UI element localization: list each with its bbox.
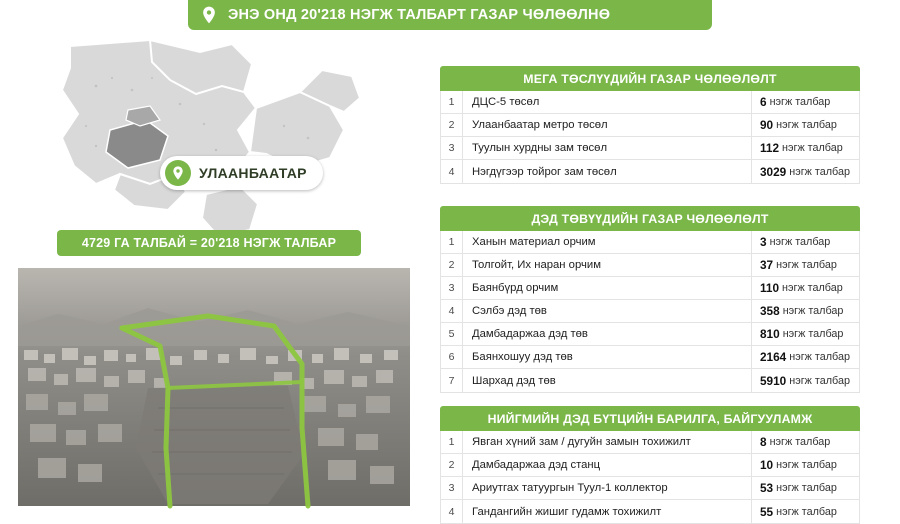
table-header <box>440 66 860 91</box>
row-value <box>751 477 859 499</box>
area-summary-text: 4729 ГА ТАЛБАЙ = 20'218 НЭГЖ ТАЛБАР <box>81 236 337 250</box>
table-body <box>440 91 860 184</box>
row-value <box>751 231 859 253</box>
row-value <box>751 369 859 392</box>
row-value-number: 2164 <box>760 350 787 364</box>
table-row[interactable] <box>441 323 859 346</box>
table-row[interactable] <box>441 369 859 392</box>
row-index: 4 <box>441 300 463 322</box>
row-name: Сэлбэ дэд төв <box>472 305 547 317</box>
row-index: 4 <box>441 500 463 523</box>
row-index: 6 <box>441 346 463 368</box>
row-index: 2 <box>441 114 463 136</box>
row-name: Туулын хурдны зам төсөл <box>472 142 608 154</box>
row-value-unit: нэгж талбар <box>769 236 831 248</box>
table-body <box>440 431 860 524</box>
row-value-number: 110 <box>760 281 780 295</box>
row-value-unit: нэгж талбар <box>776 505 837 518</box>
table-row[interactable] <box>441 477 859 500</box>
row-index: 1 <box>441 431 463 453</box>
aerial-photo <box>18 268 410 506</box>
row-name: Улаанбаатар метро төсөл <box>472 119 608 131</box>
row-value <box>751 254 859 276</box>
row-index: 2 <box>441 254 463 276</box>
row-name: Толгойт, Их наран орчим <box>472 259 601 271</box>
row-value <box>751 91 859 113</box>
row-value-number: 5910 <box>760 373 787 388</box>
table-row[interactable] <box>441 277 859 300</box>
row-value <box>751 454 859 476</box>
row-value-number: 55 <box>760 504 774 519</box>
row-value-number: 3 <box>760 235 767 249</box>
table-title: НИЙГМИЙН ДЭД БҮТЦИЙН БАРИЛГА, БАЙГУУЛАМЖ <box>487 411 813 426</box>
row-value-unit: нэгж талбар <box>789 351 850 363</box>
row-value-number: 37 <box>760 258 774 272</box>
row-value-number: 90 <box>760 118 774 132</box>
row-value-number: 358 <box>760 304 780 318</box>
row-value <box>751 431 859 453</box>
row-name: ДЦС-5 төсөл <box>472 96 540 108</box>
area-summary-badge <box>57 230 361 256</box>
row-value <box>751 277 859 299</box>
aerial-photo-image <box>18 268 410 506</box>
row-name: Явган хүний зам / дугуйн замын тохижилт <box>472 436 691 448</box>
table-row[interactable] <box>441 300 859 323</box>
row-value <box>751 300 859 322</box>
table-row[interactable] <box>441 91 859 114</box>
map-pin-icon <box>165 160 191 186</box>
row-index: 4 <box>441 160 463 183</box>
row-value-unit: нэгж талбар <box>769 436 831 448</box>
row-value-number: 810 <box>760 327 780 341</box>
row-index: 1 <box>441 91 463 113</box>
row-name: Дамбадаржаа дэд төв <box>472 328 588 340</box>
table-header <box>440 406 860 431</box>
header-title: ЭНЭ ОНД 20'218 НЭГЖ ТАЛБАРТ ГАЗАР ЧӨЛӨӨЛНӨ <box>228 7 611 23</box>
table-body <box>440 231 860 393</box>
row-index: 7 <box>441 369 463 392</box>
row-value-number: 53 <box>760 481 774 495</box>
table-title: МЕГА ТӨСЛҮҮДИЙН ГАЗАР ЧӨЛӨӨЛӨЛТ <box>523 71 777 86</box>
row-value-unit: нэгж талбар <box>769 96 831 108</box>
row-name: Шархад дэд төв <box>472 374 556 387</box>
map-area <box>0 34 430 266</box>
row-value-unit: нэгж талбар <box>782 328 844 340</box>
row-value <box>751 323 859 345</box>
row-value <box>751 137 859 159</box>
table-sub-centers <box>440 206 860 393</box>
row-value-unit: нэгж талбар <box>776 459 837 471</box>
row-index: 3 <box>441 477 463 499</box>
row-value-number: 6 <box>760 95 767 109</box>
city-label-text: УЛААНБААТАР <box>199 165 307 181</box>
row-value-unit: нэгж талбар <box>782 142 843 154</box>
row-value-unit: нэгж талбар <box>776 119 837 131</box>
header-banner <box>188 0 712 30</box>
row-index: 1 <box>441 231 463 253</box>
row-value-number: 112 <box>760 141 780 155</box>
row-name: Нэгдүгээр тойрог зам төсөл <box>472 165 617 178</box>
row-value-unit: нэгж талбар <box>782 282 843 294</box>
row-index: 2 <box>441 454 463 476</box>
table-social-infrastructure <box>440 406 860 524</box>
row-value-unit: нэгж талбар <box>789 165 850 178</box>
row-value-unit: нэгж талбар <box>782 305 844 317</box>
row-name: Баянбүрд орчим <box>472 282 559 294</box>
table-row[interactable] <box>441 500 859 523</box>
table-row[interactable] <box>441 454 859 477</box>
row-name: Дамбадаржаа дэд станц <box>472 459 601 471</box>
row-value-number: 8 <box>760 435 767 449</box>
table-row[interactable] <box>441 137 859 160</box>
row-index: 3 <box>441 137 463 159</box>
table-header <box>440 206 860 231</box>
row-index: 5 <box>441 323 463 345</box>
table-row[interactable] <box>441 114 859 137</box>
table-row[interactable] <box>441 231 859 254</box>
row-name: Баянхошуу дэд төв <box>472 351 573 363</box>
row-value <box>751 160 859 183</box>
row-index: 3 <box>441 277 463 299</box>
row-value-number: 3029 <box>760 164 787 179</box>
row-name: Ханын материал орчим <box>472 236 596 248</box>
table-row[interactable] <box>441 346 859 369</box>
table-mega-projects <box>440 66 860 184</box>
location-pin-icon <box>198 4 220 26</box>
table-row[interactable] <box>441 431 859 454</box>
table-row[interactable] <box>441 254 859 277</box>
row-value <box>751 114 859 136</box>
row-name: Гандангийн жишиг гудамж тохижилт <box>472 505 662 518</box>
row-value-number: 10 <box>760 458 774 472</box>
table-row[interactable] <box>441 160 859 183</box>
city-label-ulaanbaatar <box>160 156 323 190</box>
row-value <box>751 346 859 368</box>
row-value <box>751 500 859 523</box>
row-value-unit: нэгж талбар <box>776 482 837 494</box>
row-value-unit: нэгж талбар <box>789 374 850 387</box>
row-name: Ариутгах татуургын Туул-1 коллектор <box>472 482 668 494</box>
table-title: ДЭД ТӨВҮҮДИЙН ГАЗАР ЧӨЛӨӨЛӨЛТ <box>531 211 769 226</box>
row-value-unit: нэгж талбар <box>776 259 837 271</box>
